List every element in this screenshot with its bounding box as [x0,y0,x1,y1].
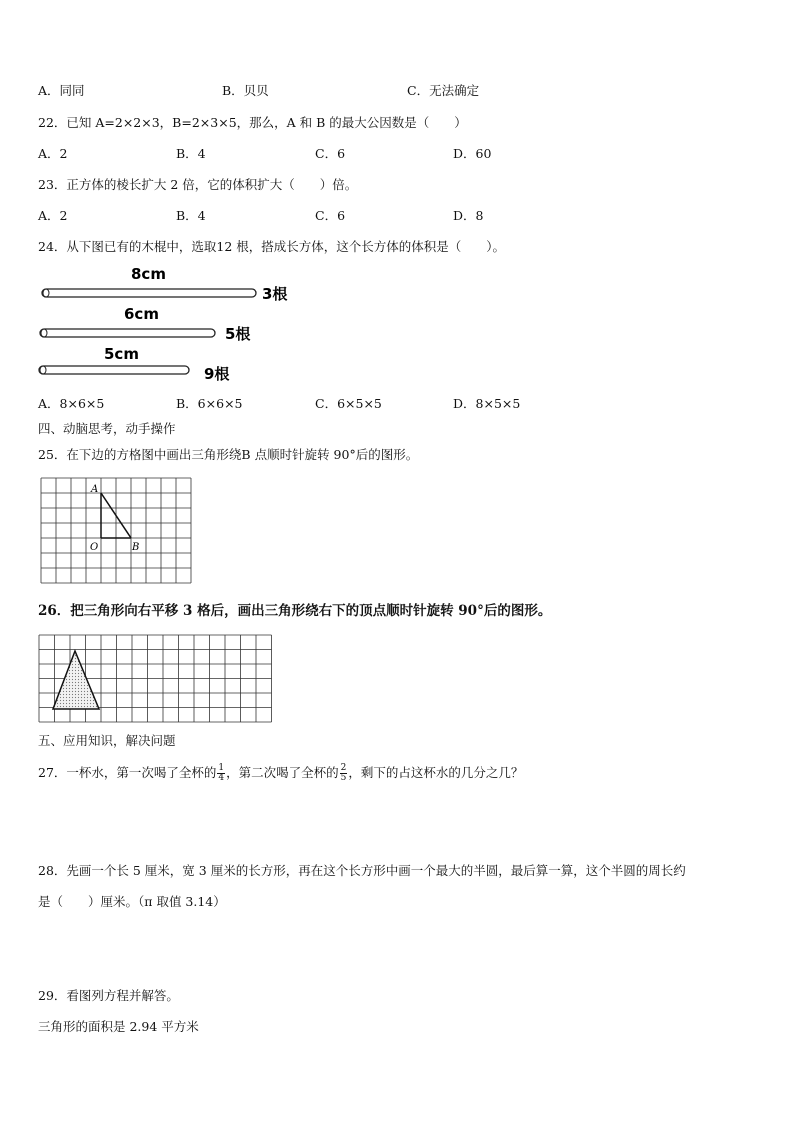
stick-5cm-count: 9根 [204,365,230,383]
stick-6cm [40,329,215,337]
stick-8cm-length: 8cm [131,265,166,283]
q21-option-a: A．同同 [38,83,85,98]
q24-option-a: A．8×6×5 [38,396,105,411]
stick-5cm-length: 5cm [104,345,139,363]
point-b-label: B [132,542,140,553]
q29-subtext: 三角形的面积是 2.94 平方米 [38,1019,199,1034]
q22-option-a: A．2 [38,146,68,161]
point-o-label: O [90,542,99,553]
q22-text: 22．已知 A=2×2×3，B=2×3×5，那么，A 和 B 的最大公因数是（ ） [38,115,467,130]
q25-text: 25．在下边的方格图中画出三角形绕B 点顺时针旋转 90°后的图形。 [38,447,419,462]
stick-8cm-count: 3根 [262,285,288,303]
q22-option-d: D．60 [453,146,492,161]
q23-text: 23．正方体的棱长扩大 2 倍，它的体积扩大（ ）倍。 [38,177,358,192]
q26-text: 26．把三角形向右平移 3 格后，画出三角形绕右下的顶点顺时针旋转 90°后的图形。 [38,603,552,619]
section4-title: 四、动脑思考，动手操作 [38,421,176,436]
stick-5cm [39,366,189,374]
q26-grid [38,633,283,728]
q28-line2: 是（ ）厘米。（π 取值 3.14） [38,894,226,909]
q21-option-c: C．无法确定 [407,83,480,98]
q27-text [38,762,523,784]
stick-8cm [42,289,256,297]
shaded-triangle [53,651,99,709]
point-a-label: A [91,484,99,495]
q27-part1: 27．一杯水，第一次喝了全杯的 [38,765,217,780]
stick-6cm-count: 5根 [225,325,251,343]
q23-option-d: D．8 [453,208,484,223]
q23-option-a: A．2 [38,208,68,223]
sticks-figure [0,258,794,398]
q22-option-b: B．4 [176,146,206,161]
q29-text: 29．看图列方程并解答。 [38,988,179,1003]
q24-option-c: C．6×5×5 [315,396,382,411]
section5-title: 五、应用知识，解决问题 [38,733,176,748]
q28-line1: 28．先画一个长 5 厘米，宽 3 厘米的长方形，再在这个长方形中画一个最大的半圆，最后算一算，这个半圆的周长约 [38,863,686,878]
q27-part3: ，剩下的占这杯水的几分之几？ [348,765,524,780]
q23-option-b: B．4 [176,208,206,223]
q22-option-c: C．6 [315,146,346,161]
q27-fraction-2: $\frac{2}{5}$ [340,763,347,783]
q23-option-c: C．6 [315,208,346,223]
q24-option-b: B．6×6×5 [176,396,243,411]
q25-grid [40,478,195,588]
q24-option-d: D．8×5×5 [453,396,521,411]
q21-option-b: B．贝贝 [222,83,269,98]
q27-fraction-1: $\frac{1}{4}$ [218,763,225,783]
q24-text: 24．从下图已有的木棍中，选取12 根，搭成长方体，这个长方体的体积是（ ）。 [38,239,506,254]
q27-part2: ，第二次喝了全杯的 [226,765,339,780]
stick-6cm-length: 6cm [124,305,159,323]
